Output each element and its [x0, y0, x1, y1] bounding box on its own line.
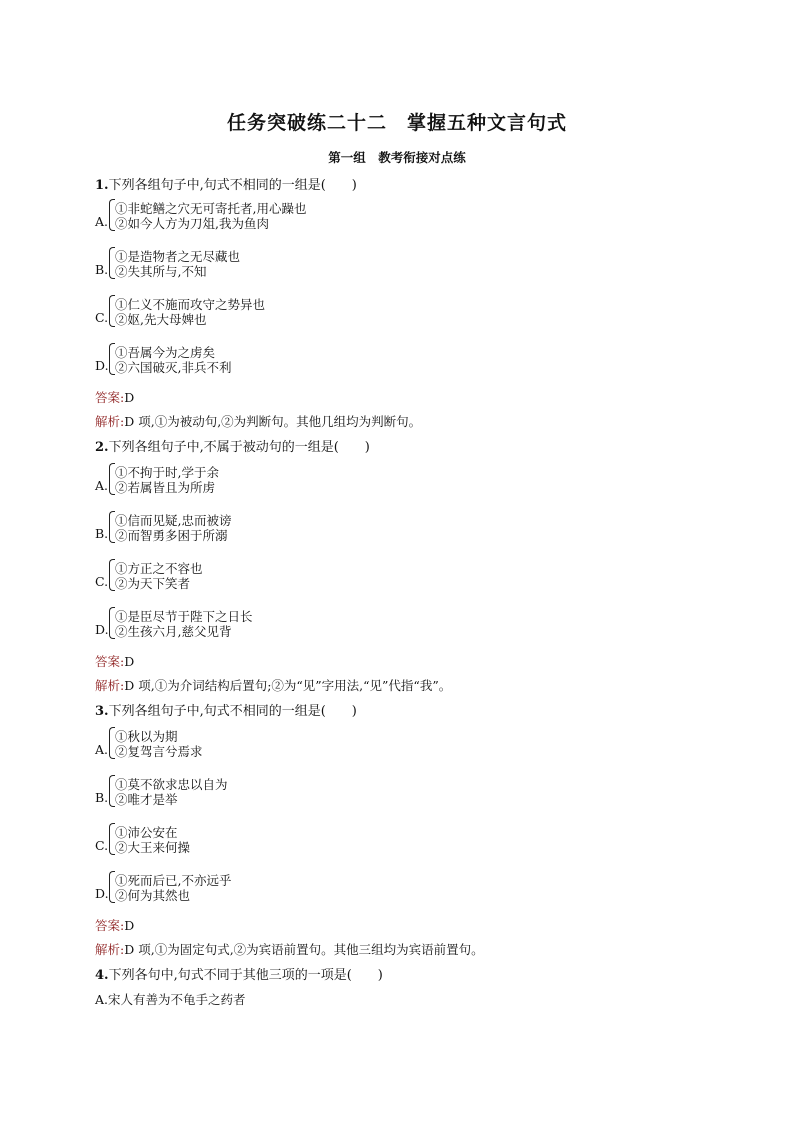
analysis-label: 解析:	[95, 942, 125, 957]
option-line-1: ①莫不欲求忠以自为	[115, 777, 228, 792]
q3-option-d	[95, 871, 395, 905]
answer-value: D	[124, 390, 135, 405]
option-letter: D.	[95, 886, 109, 901]
option-line-1: ①非蛇鳝之穴无可寄托者,用心躁也	[115, 201, 307, 216]
page-title: 任务突破练二十二 掌握五种文言句式	[226, 112, 567, 134]
q2-answer	[95, 652, 134, 670]
option-letter: D.	[95, 622, 109, 637]
q3-option-c	[95, 823, 395, 857]
option-line-2: ②何为其然也	[115, 888, 191, 903]
q3-analysis	[95, 940, 484, 958]
q1-option-d	[95, 343, 395, 377]
option-line-1: ①是臣尽节于陛下之日长	[115, 609, 253, 624]
question-text: 下列各句中,句式不同于其他三项的一项是( )	[108, 968, 383, 983]
option-line-2: ②如今人方为刀俎,我为鱼肉	[115, 216, 269, 231]
option-line-1: ①信而见疑,忠而被谤	[115, 513, 232, 528]
question-number: 3.	[95, 704, 109, 719]
option-line-2: ②复驾言兮焉求	[115, 744, 203, 759]
option-line-2: ②而智勇多困于所溺	[115, 528, 228, 543]
option-letter: A.	[95, 214, 109, 229]
option-line-1: ①不拘于时,学于余	[115, 465, 219, 480]
question-2-stem	[95, 436, 370, 455]
question-number: 2.	[95, 440, 109, 455]
q2-option-d	[95, 607, 395, 641]
option-line-2: ②为天下笑者	[115, 576, 191, 591]
q1-option-c	[95, 295, 395, 329]
option-letter: C.	[95, 310, 109, 325]
question-3-stem	[95, 700, 357, 719]
q3-option-a	[95, 727, 395, 761]
q1-answer	[95, 388, 134, 406]
option-line-1: ①方正之不容也	[115, 561, 203, 576]
answer-value: D	[124, 918, 135, 933]
option-line-2: ②生孩六月,慈父见背	[115, 624, 232, 639]
option-line-1: ①仁义不施而攻守之势异也	[115, 297, 266, 312]
question-1-stem	[95, 174, 357, 193]
option-line-2: ②若属皆且为所虏	[115, 480, 216, 495]
option-line-1: ①吾属今为之虏矣	[115, 345, 216, 360]
question-4-stem	[95, 964, 383, 983]
section-subtitle: 第一组 教考衔接对点练	[328, 150, 466, 165]
q2-option-b	[95, 511, 395, 545]
question-number: 4.	[95, 968, 109, 983]
option-line-2: ②六国破灭,非兵不利	[115, 360, 232, 375]
q1-option-b	[95, 247, 395, 281]
option-letter: A.	[95, 478, 109, 493]
option-letter: D.	[95, 358, 109, 373]
option-line-2: ②唯才是举	[115, 792, 178, 807]
answer-label: 答案:	[95, 918, 125, 933]
question-number: 1.	[95, 178, 109, 193]
option-letter: B.	[95, 790, 109, 805]
question-text: 下列各组句子中,句式不相同的一组是( )	[108, 704, 357, 719]
option-line-1: ①沛公安在	[115, 825, 178, 840]
option-line-1: ①死而后已,不亦远乎	[115, 873, 232, 888]
answer-value: D	[124, 654, 135, 669]
option-letter: B.	[95, 262, 109, 277]
option-line-2: ②大王来何操	[115, 840, 191, 855]
option-line-1: ①是造物者之无尽藏也	[115, 249, 241, 264]
option-letter: B.	[95, 526, 109, 541]
option-line-2: ②妪,先大母婢也	[115, 312, 207, 327]
analysis-label: 解析:	[95, 414, 125, 429]
option-letter: A.	[95, 742, 109, 757]
question-text: 下列各组句子中,句式不相同的一组是( )	[108, 178, 357, 193]
q1-analysis	[95, 412, 421, 430]
option-letter: C.	[95, 574, 109, 589]
analysis-text: D 项,①为固定句式,②为宾语前置句。其他三组均为宾语前置句。	[124, 942, 484, 957]
analysis-label: 解析:	[95, 678, 125, 693]
answer-label: 答案:	[95, 654, 125, 669]
question-text: 下列各组句子中,不属于被动句的一组是( )	[108, 440, 370, 455]
q3-answer	[95, 916, 134, 934]
option-line-2: ②失其所与,不知	[115, 264, 207, 279]
option-line-1: ①秋以为期	[115, 729, 178, 744]
q2-option-c	[95, 559, 395, 593]
q2-analysis	[95, 676, 451, 694]
analysis-text: D 项,①为被动句,②为判断句。其他几组均为判断句。	[124, 414, 422, 429]
q4-option-a: A.宋人有善为不龟手之药者	[95, 992, 246, 1007]
analysis-text: D 项,①为介词结构后置句;②为“见”字用法,“见”代指“我”。	[124, 678, 452, 693]
q1-option-a	[95, 199, 395, 233]
q3-option-b	[95, 775, 395, 809]
option-letter: C.	[95, 838, 109, 853]
q2-option-a	[95, 463, 395, 497]
answer-label: 答案:	[95, 390, 125, 405]
